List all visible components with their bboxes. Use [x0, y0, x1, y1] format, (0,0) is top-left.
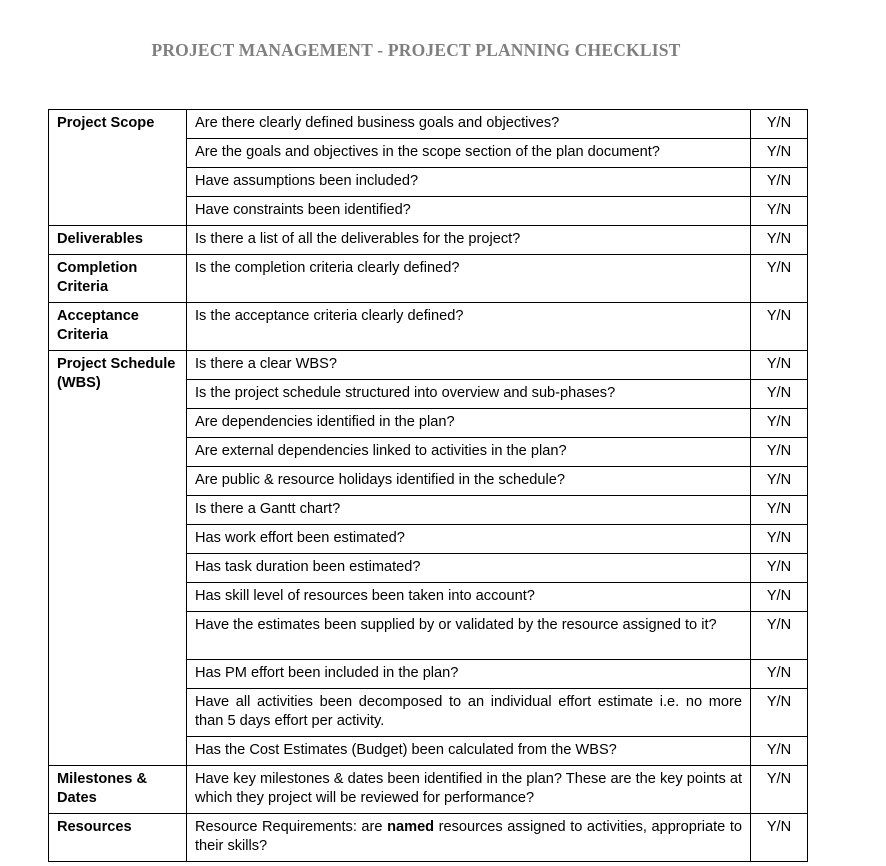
- checklist-question: Has task duration been estimated?: [187, 554, 751, 583]
- checklist-table: [48, 109, 808, 862]
- yes-no-answer[interactable]: Y/N: [751, 583, 808, 612]
- table-row: [49, 110, 808, 139]
- yes-no-answer[interactable]: Y/N: [751, 351, 808, 380]
- question-emphasis: named: [387, 819, 435, 835]
- section-label: Deliverables: [49, 226, 187, 255]
- yes-no-answer[interactable]: Y/N: [751, 554, 808, 583]
- checklist-question: Are the goals and objectives in the scope section of the plan document?: [187, 139, 751, 168]
- question-text: Resource Requirements: are: [195, 819, 388, 835]
- table-row: [49, 766, 808, 814]
- table-row: [49, 226, 808, 255]
- section-label: Project Scope: [49, 110, 187, 226]
- checklist-question: Has skill level of resources been taken into account?: [187, 583, 751, 612]
- yes-no-answer[interactable]: Y/N: [751, 496, 808, 525]
- yes-no-answer[interactable]: Y/N: [751, 197, 808, 226]
- yes-no-answer[interactable]: Y/N: [751, 255, 808, 303]
- yes-no-answer[interactable]: Y/N: [751, 737, 808, 766]
- table-row: [49, 814, 808, 862]
- yes-no-answer[interactable]: Y/N: [751, 168, 808, 197]
- yes-no-answer[interactable]: Y/N: [751, 380, 808, 409]
- section-label: Acceptance Criteria: [49, 303, 187, 351]
- yes-no-answer[interactable]: Y/N: [751, 438, 808, 467]
- checklist-question: Have assumptions been included?: [187, 168, 751, 197]
- section-label: Resources: [49, 814, 187, 862]
- yes-no-answer[interactable]: Y/N: [751, 139, 808, 168]
- checklist-question: Are dependencies identified in the plan?: [187, 409, 751, 438]
- yes-no-answer[interactable]: Y/N: [751, 689, 808, 737]
- checklist-question: Is the project schedule structured into overview and sub-phases?: [187, 380, 751, 409]
- checklist-question: Has PM effort been included in the plan?: [187, 660, 751, 689]
- section-label: Completion Criteria: [49, 255, 187, 303]
- section-label: Project Schedule (WBS): [49, 351, 187, 766]
- checklist-question: Have the estimates been supplied by or validated by the resource assigned to it?: [187, 612, 751, 660]
- checklist-question: Are there clearly defined business goals and objectives?: [187, 110, 751, 139]
- checklist-question: Is there a clear WBS?: [187, 351, 751, 380]
- yes-no-answer[interactable]: Y/N: [751, 226, 808, 255]
- checklist-question: Have all activities been decomposed to an individual effort estimate i.e. no more than 5 days effort per activity.: [187, 689, 751, 737]
- checklist-question: Is there a Gantt chart?: [187, 496, 751, 525]
- checklist-question: Is the completion criteria clearly defined?: [187, 255, 751, 303]
- yes-no-answer[interactable]: Y/N: [751, 612, 808, 660]
- table-row: [49, 255, 808, 303]
- section-label: Milestones & Dates: [49, 766, 187, 814]
- yes-no-answer[interactable]: Y/N: [751, 660, 808, 689]
- checklist-question: [187, 814, 751, 862]
- yes-no-answer[interactable]: Y/N: [751, 467, 808, 496]
- checklist-question: Has the Cost Estimates (Budget) been calculated from the WBS?: [187, 737, 751, 766]
- checklist-question: Are external dependencies linked to activities in the plan?: [187, 438, 751, 467]
- page-title: PROJECT MANAGEMENT - PROJECT PLANNING CHECKLIST: [151, 40, 681, 60]
- question-text: resources assigned to activities, appropriate to their skills?: [195, 819, 742, 854]
- yes-no-answer[interactable]: Y/N: [751, 814, 808, 862]
- yes-no-answer[interactable]: Y/N: [751, 303, 808, 351]
- yes-no-answer[interactable]: Y/N: [751, 766, 808, 814]
- table-row: [49, 303, 808, 351]
- checklist-question: Is the acceptance criteria clearly defined?: [187, 303, 751, 351]
- table-row: [49, 351, 808, 380]
- checklist-question: Has work effort been estimated?: [187, 525, 751, 554]
- checklist-question: Is there a list of all the deliverables for the project?: [187, 226, 751, 255]
- checklist-question: Have constraints been identified?: [187, 197, 751, 226]
- yes-no-answer[interactable]: Y/N: [751, 409, 808, 438]
- checklist-question: Are public & resource holidays identified in the schedule?: [187, 467, 751, 496]
- yes-no-answer[interactable]: Y/N: [751, 110, 808, 139]
- yes-no-answer[interactable]: Y/N: [751, 525, 808, 554]
- checklist-question: Have key milestones & dates been identified in the plan? These are the key points at which they project will be reviewed for performance?: [187, 766, 751, 814]
